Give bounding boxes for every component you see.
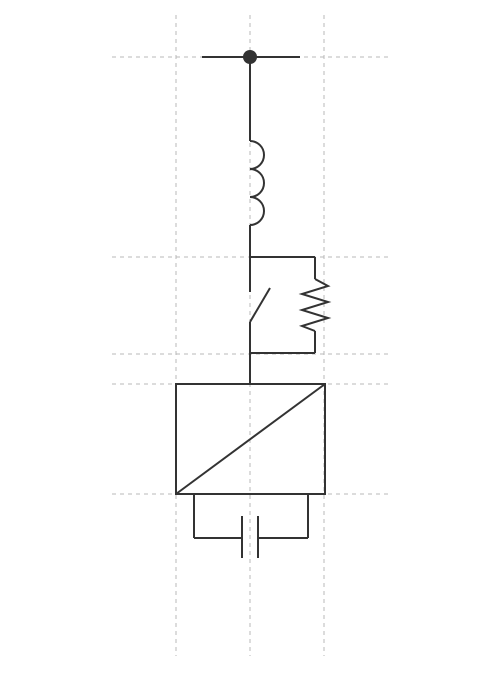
breaker-open-blade (250, 288, 270, 322)
capacitor (194, 494, 308, 558)
inductor-coil (250, 141, 264, 225)
breaker-with-resistor-bypass (250, 257, 328, 384)
